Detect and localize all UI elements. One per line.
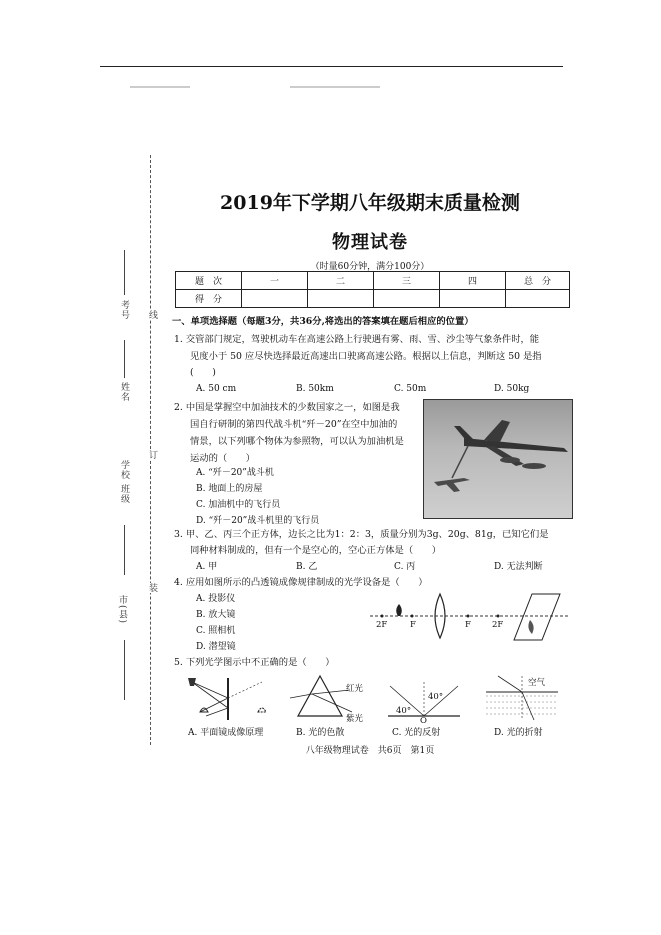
q3-option-c[interactable]: C. 丙 [394,562,416,572]
q3-option-d[interactable]: D. 无法判断 [494,562,543,572]
name-label: 姓名 [119,382,129,402]
mirror-diagram [182,672,270,724]
table-cell: 一 [242,272,308,290]
prism-diagram [290,672,370,724]
page-footer: 八年级物理试卷 共6页 第1页 [305,746,435,756]
seal-mark: 装 [147,583,157,593]
class-label: 学校 班级 [119,460,129,504]
q1-line-2: 见度小于 50 应尽快选择最近高速出口驶离高速公路。根据以上信息，判断这 50 是指 [190,351,542,362]
score-input-cell[interactable] [506,290,570,308]
prism-label-red: 红光 [346,684,364,694]
q2-option-c[interactable]: C. 加油机中的飞行员 [196,500,281,510]
q2-line-1: 2. 中国是掌握空中加油技术的少数国家之一，如图是我 [174,402,400,413]
q2-line-3: 情景，以下列哪个物体为参照物，可以认为加油机是 [190,436,404,447]
section-heading: 一、单项选择题（每题3分，共36分,将选出的答案填在题后相应的位置） [172,316,474,327]
q4-option-a[interactable]: A. 投影仪 [196,594,236,604]
refraction-label-air: 空气 [528,678,546,688]
q1-line-3: ( ) [190,367,216,378]
scan-smudge [290,86,380,88]
table-cell: 三 [374,272,440,290]
prism-label-violet: 紫光 [346,714,364,724]
table-cell: 二 [308,272,374,290]
city-field [124,640,125,700]
score-input-cell[interactable] [308,290,374,308]
exam-title: 2019年下学期八年级期末质量检测 [220,192,520,214]
top-rule [100,66,563,67]
q1-line-1: 1. 交管部门规定，驾驶机动车在高速公路上行驶遇有雾、雨、雪、沙尘等气象条件时，能 [174,334,540,345]
refraction-icon [484,672,560,724]
line-mark: 线 [147,310,157,320]
q2-line-4: 运动的（ ） [190,453,256,464]
exam-no-field [124,250,125,295]
bind-mark: 订 [147,450,157,460]
school-field [124,525,125,575]
score-table-row [176,272,570,290]
score-input-cell[interactable] [242,290,308,308]
score-table-row [176,290,570,308]
plane-mirror-icon [182,672,270,724]
city-label: 市(县) [117,595,127,625]
lens-label-f-left: F [410,620,416,630]
name-field [124,340,125,378]
q2-line-2: 国自行研制的第四代战斗机“歼－20”在空中加油的 [190,419,398,430]
convex-lens-diagram [370,590,570,646]
table-cell: 总 分 [506,272,570,290]
reflection-point: O [420,716,427,726]
q5-option-a[interactable]: A. 平面镜成像原理 [188,728,264,738]
scan-smudge [130,86,190,88]
q4-option-c[interactable]: C. 照相机 [196,626,236,636]
q1-option-d[interactable]: D. 50kg [494,384,530,394]
exam-no-label: 考号 [119,300,129,320]
lens-label-2f-right: 2F [492,620,504,630]
score-input-cell[interactable] [374,290,440,308]
lens-label-f-right: F [465,620,471,630]
lens-optics-icon [370,590,570,646]
q1-option-c[interactable]: C. 50m [394,384,427,394]
q5-line-1: 5. 下列光学图示中不正确的是（ ） [174,657,335,668]
reflection-angle-left: 40° [396,706,412,716]
score-input-cell[interactable] [440,290,506,308]
q2-option-d[interactable]: D. “歼－20”战斗机里的飞行员 [196,516,320,526]
q1-option-b[interactable]: B. 50km [296,384,334,394]
table-cell: 题 次 [176,272,242,290]
q3-line-2: 同种材料制成的，但有一个是空心的，空心正方体是（ ） [190,545,442,556]
q1-option-a[interactable]: A. 50 cm [196,384,237,394]
tanker-plane-icon [424,400,572,518]
reflection-angle-right: 40° [428,692,444,702]
time-note: （时量60分钟，满分100分） [310,262,430,272]
reflection-diagram [384,672,464,724]
q3-option-a[interactable]: A. 甲 [196,562,218,572]
q2-option-b[interactable]: B. 地面上的房屋 [196,484,263,494]
table-cell: 四 [440,272,506,290]
q4-option-b[interactable]: B. 放大镜 [196,610,236,620]
aerial-refueling-photo [423,399,573,519]
q3-line-1: 3. 甲、乙、丙三个正方体，边长之比为1：2：3，质量分别为3g、20g、81g，已知它们是 [174,529,549,540]
q5-option-c[interactable]: C. 光的反射 [392,728,441,738]
q3-option-b[interactable]: B. 乙 [296,562,318,572]
table-cell: 得 分 [176,290,242,308]
q4-line-1: 4. 应用如图所示的凸透镜成像规律制成的光学设备是（ ） [174,577,428,588]
refraction-diagram [484,672,560,724]
score-table [175,271,570,308]
lens-label-2f-left: 2F [376,620,388,630]
q4-option-d[interactable]: D. 潜望镜 [196,642,236,652]
q5-option-b[interactable]: B. 光的色散 [296,728,345,738]
exam-subtitle: 物理试卷 [332,232,408,253]
q5-option-d[interactable]: D. 光的折射 [494,728,543,738]
q2-option-a[interactable]: A. “歼－20”战斗机 [196,468,274,478]
